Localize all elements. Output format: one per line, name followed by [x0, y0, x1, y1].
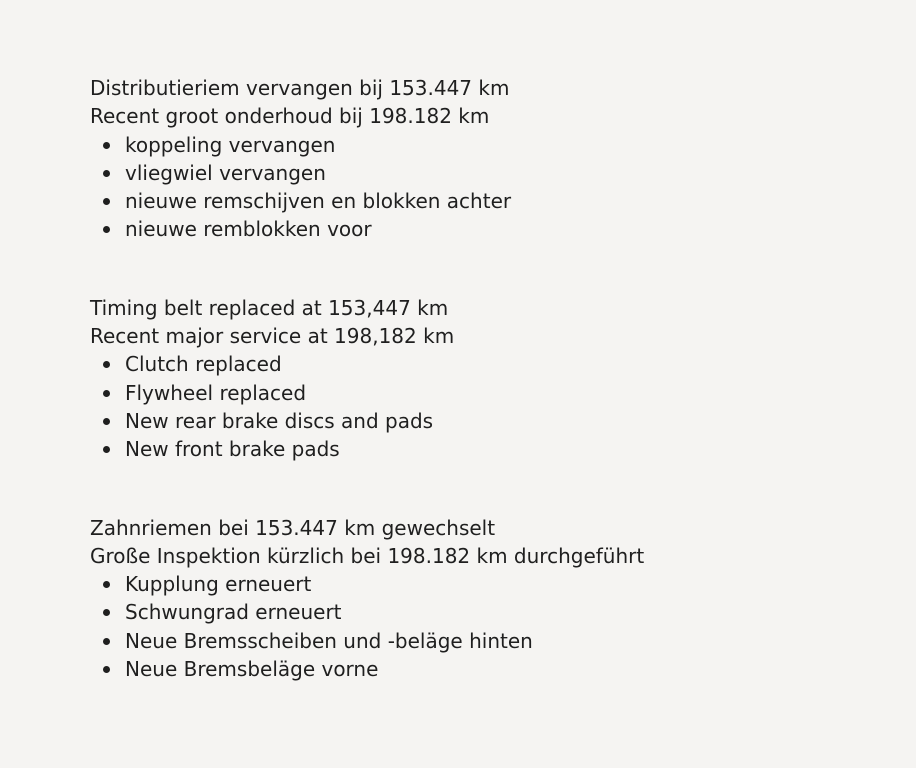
list-item [125, 627, 890, 655]
bullet-icon [103, 390, 110, 397]
list-item-text: Neue Bremsscheiben und -beläge hinten [125, 628, 533, 653]
list-item [125, 570, 890, 598]
section-english [90, 294, 890, 464]
bullet-icon [103, 666, 110, 673]
bullet-icon [103, 446, 110, 453]
list-item [125, 435, 890, 463]
timing-belt-line: Zahnriemen bei 153.447 km gewechselt [90, 515, 496, 540]
section-german [90, 514, 890, 684]
timing-belt-line: Timing belt replaced at 153,447 km [90, 295, 449, 320]
bullet-icon [103, 609, 110, 616]
list-item [125, 215, 890, 243]
list-item-text: nieuwe remblokken voor [125, 217, 372, 242]
major-service-line: Große Inspektion kürzlich bei 198.182 km durchgeführt [90, 543, 645, 568]
list-item [125, 598, 890, 626]
bullet-icon [103, 226, 110, 233]
list-item [125, 187, 890, 215]
list-item-text: koppeling vervangen [125, 132, 336, 157]
bullet-icon [103, 581, 110, 588]
major-service-line: Recent major service at 198,182 km [90, 324, 455, 349]
bullet-icon [103, 198, 110, 205]
list-item [125, 131, 890, 159]
document-content [90, 74, 890, 683]
list-item-text: New front brake pads [125, 437, 340, 462]
list-item-text: Neue Bremsbeläge vorne [125, 657, 379, 682]
bullet-icon [103, 170, 110, 177]
list-item [125, 655, 890, 683]
list-item [125, 159, 890, 187]
service-items-list [90, 570, 890, 683]
list-item [125, 379, 890, 407]
section-dutch [90, 74, 890, 244]
bullet-icon [103, 361, 110, 368]
list-item-text: nieuwe remschijven en blokken achter [125, 189, 512, 214]
bullet-icon [103, 142, 110, 149]
list-item [125, 407, 890, 435]
list-item-text: New rear brake discs and pads [125, 408, 434, 433]
list-item [125, 350, 890, 378]
list-item-text: vliegwiel vervangen [125, 160, 326, 185]
list-item-text: Flywheel replaced [125, 380, 307, 405]
service-items-list [90, 131, 890, 244]
bullet-icon [103, 638, 110, 645]
timing-belt-line: Distributieriem vervangen bij 153.447 km [90, 76, 510, 100]
major-service-line: Recent groot onderhoud bij 198.182 km [90, 104, 490, 129]
list-item-text: Schwungrad erneuert [125, 600, 342, 625]
list-item-text: Kupplung erneuert [125, 572, 312, 597]
service-items-list [90, 350, 890, 463]
bullet-icon [103, 418, 110, 425]
list-item-text: Clutch replaced [125, 352, 282, 377]
